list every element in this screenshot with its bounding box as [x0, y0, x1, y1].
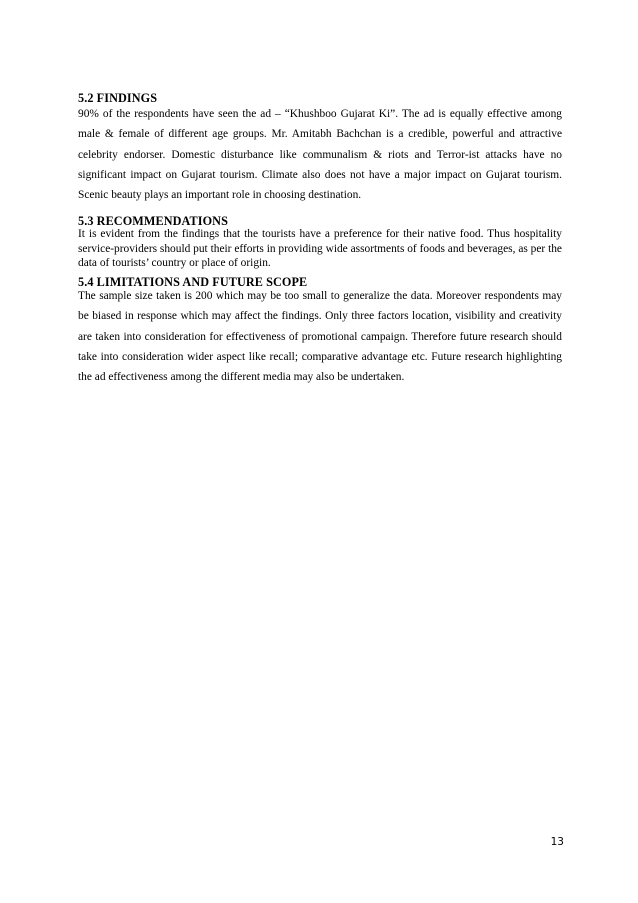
section-limitations-future-scope [78, 275, 562, 387]
limitations-paragraph: The sample size taken is 200 which may be too small to generalize the data. Moreover respondents may be biased in response which may affect the findings. Only three factors location, visibility and creativity are taken into consideration for effectiveness of promotional campaign. Therefore future research should take into consideration wider aspect like recall; comparative advantage etc. Future research highlighting the ad effectiveness among the different media may also be undertaken. [78, 290, 562, 384]
limitations-heading: 5.4 LIMITATIONS AND FUTURE SCOPE [78, 275, 308, 290]
page-content [78, 91, 562, 388]
recommendations-heading: 5.3 RECOMMENDATIONS [78, 214, 228, 229]
page-number: 13 [550, 836, 564, 848]
section-findings [78, 91, 562, 205]
section-recommendations [78, 214, 562, 270]
findings-heading: 5.2 FINDINGS [78, 91, 158, 105]
recommendations-paragraph: It is evident from the findings that the tourists have a preference for their native food. Thus hospitality service-providers should put their efforts in providing wide assortments of foods and beverages, as per the data of tourists’ country or place of origin. [78, 228, 562, 269]
findings-paragraph: 90% of the respondents have seen the ad – “Khushboo Gujarat Ki”. The ad is equally effective among male & female of different age groups. Mr. Amitabh Bachchan is a credible, powerful and attractive celebrity endorser. Domestic disturbance like communalism & riots and Terror-ist attacks have no significant impact on Gujarat tourism. Climate also does not have a major impact on Gujarat tourism. Scenic beauty plays an important role in choosing destination. [78, 108, 562, 202]
